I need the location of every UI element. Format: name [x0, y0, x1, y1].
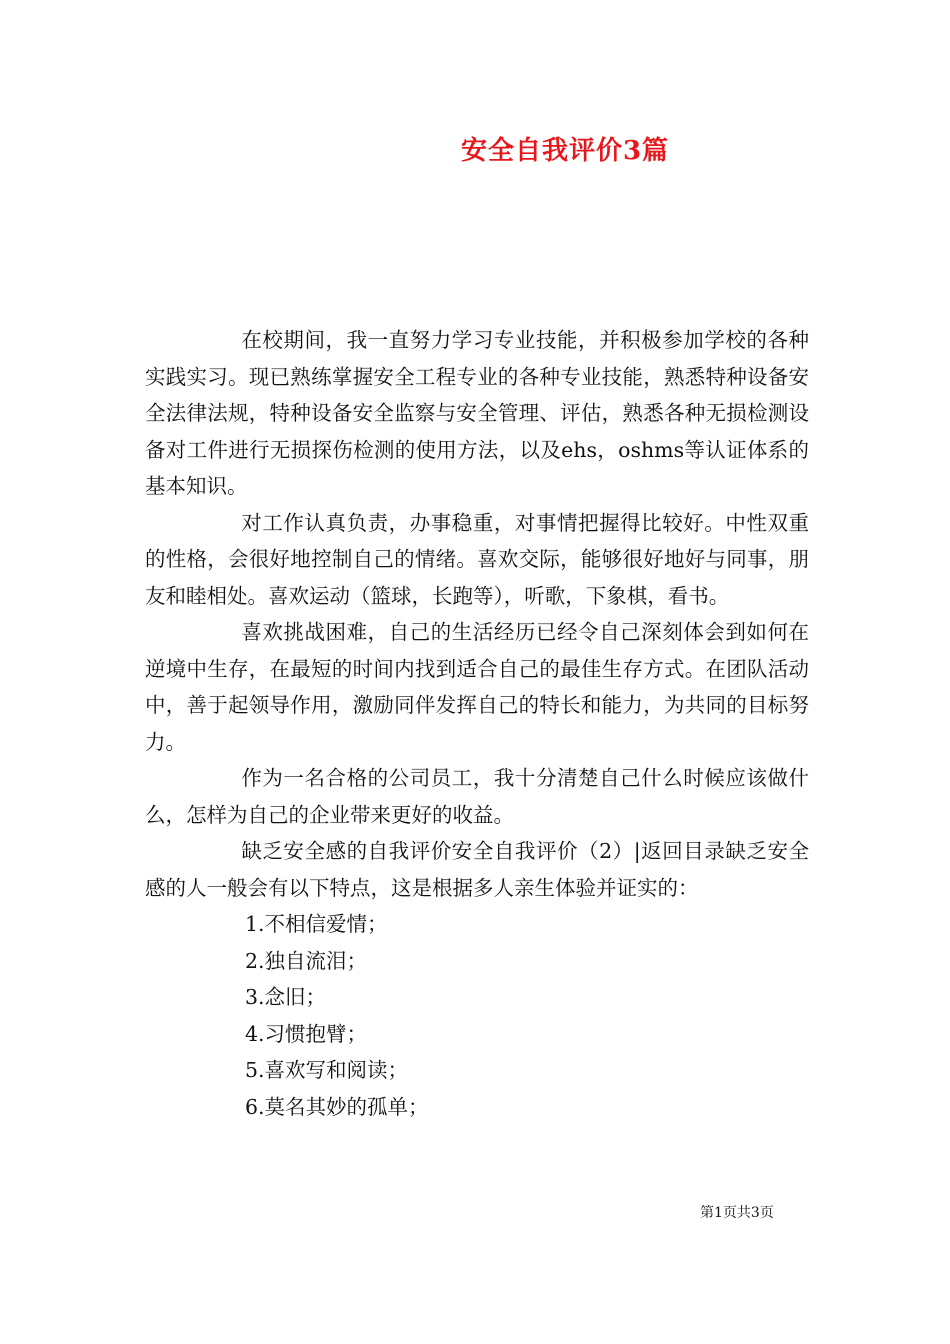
document-body	[145, 322, 809, 1125]
list-item: 6.莫名其妙的孤单；	[245, 1094, 429, 1119]
paragraph-challenge: 喜欢挑战困难，自己的生活经历已经令自己深刻体会到如何在逆境中生存，在最短的时间内找到适合自己的最佳生存方式。在团队活动中，善于起领导作用，激励同伴发挥自己的特长和能力，为共同的目标努力。	[145, 620, 809, 754]
list-item: 5.喜欢写和阅读；	[245, 1058, 409, 1082]
list-item: 2.独自流泪；	[245, 948, 368, 973]
paragraph-insecurity-intro: 缺乏安全感的自我评价安全自我评价（2）|返回目录缺乏安全感的人一般会有以下特点，这是根据多人亲生体验并证实的：	[145, 839, 809, 900]
list-item: 4.习惯抱臂；	[245, 1021, 368, 1046]
paragraph-work-attitude: 对工作认真负责，办事稳重，对事情把握得比较好。中性双重的性格，会很好地控制自己的情绪。喜欢交际，能够很好地好与同事，朋友和睦相处。喜欢运动（篮球，长跑等），听歌，下象棋，看书。	[145, 510, 809, 608]
list-item: 1.不相信爱情；	[245, 912, 388, 936]
document-title: 安全自我评价3篇	[460, 136, 670, 166]
page-number-footer: 第1页共3页	[700, 1205, 774, 1221]
list-item: 3.念旧；	[245, 985, 327, 1009]
paragraph-employee: 作为一名合格的公司员工，我十分清楚自己什么时候应该做什么，怎样为自己的企业带来更好的收益。	[145, 766, 809, 827]
paragraph-study: 在校期间，我一直努力学习专业技能，并积极参加学校的各种实践实习。现已熟练掌握安全工程专业的各种专业技能，熟悉特种设备安全法律法规，特种设备安全监察与安全管理、评估，熟悉各种无损检测设备对工件进行无损探伤检测的使用方法，以及ehs，oshms等认证体系的基本知识。	[145, 328, 809, 498]
